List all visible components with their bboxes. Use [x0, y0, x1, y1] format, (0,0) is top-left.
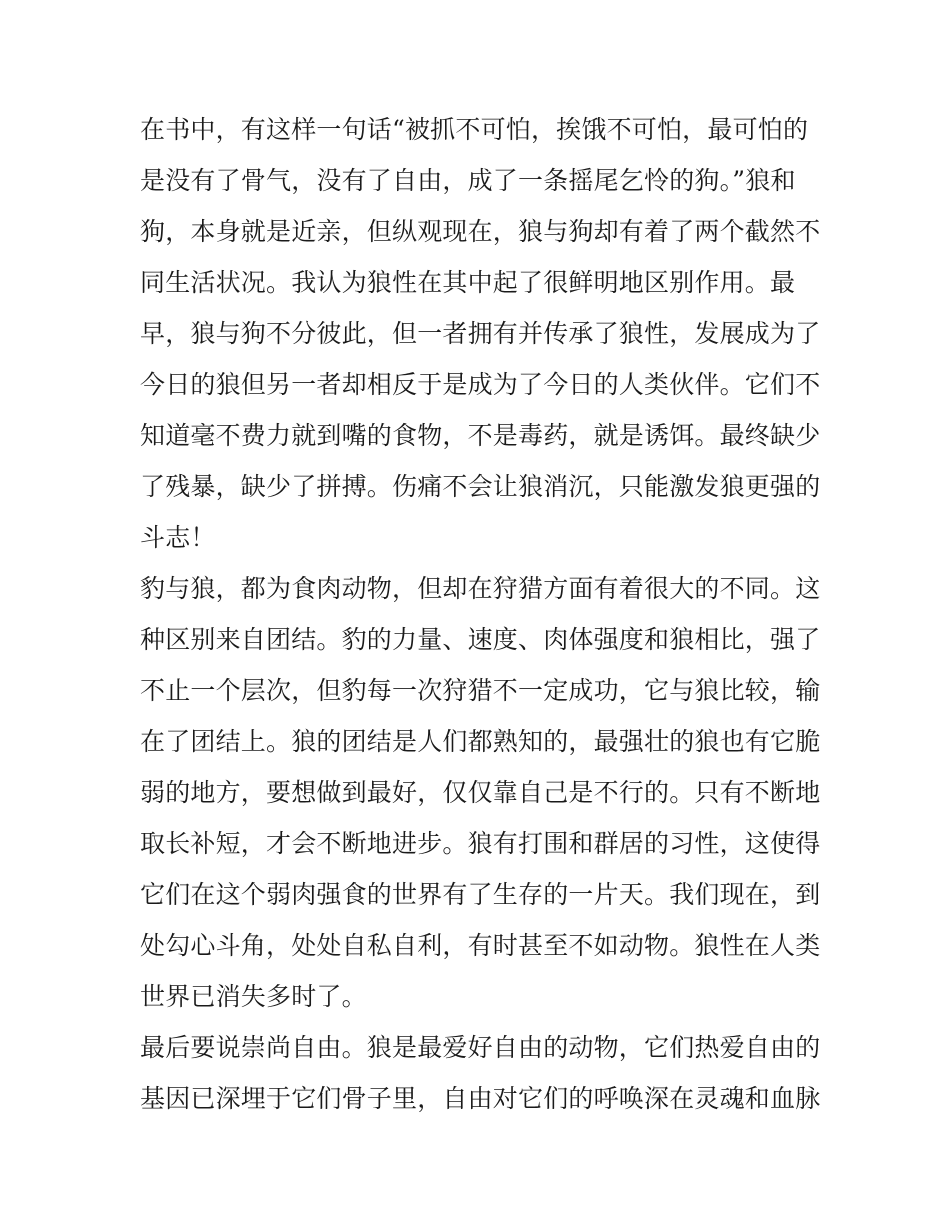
text-line: 它们在这个弱肉强食的世界有了生存的一片天。我们现在，到 — [140, 880, 820, 909]
paragraph-1 — [140, 104, 820, 563]
text-line: 取长补短，才会不断地进步。狼有打围和群居的习性，这使得 — [140, 829, 820, 858]
text-line: 在书中，有这样一句话“被抓不可怕，挨饿不可怕，最可怕的 — [140, 115, 809, 144]
paragraph-2 — [140, 563, 820, 1022]
text-line: 是没有了骨气，没有了自由，成了一条摇尾乞怜的狗。”狼和 — [140, 166, 796, 195]
text-line: 种区别来自团结。豹的力量、速度、肉体强度和狼相比，强了 — [140, 625, 820, 654]
text-line: 今日的狼但另一者却相反于是成为了今日的人类伙伴。它们不 — [140, 370, 820, 399]
text-line: 最后要说崇尚自由。狼是最爱好自由的动物，它们热爱自由的 — [140, 1033, 820, 1062]
text-line: 不止一个层次，但豹每一次狩猎不一定成功，它与狼比较，输 — [140, 676, 820, 705]
text-line: 处勾心斗角，处处自私自利，有时甚至不如动物。狼性在人类 — [140, 931, 820, 960]
document-body — [140, 104, 820, 1124]
text-line: 斗志！ — [140, 523, 216, 552]
text-line: 早，狼与狗不分彼此，但一者拥有并传承了狼性，发展成为了 — [140, 319, 820, 348]
text-line: 世界已消失多时了。 — [140, 982, 367, 1011]
text-line: 了残暴，缺少了拼搏。伤痛不会让狼消沉，只能激发狼更强的 — [140, 472, 820, 501]
text-line: 基因已深埋于它们骨子里，自由对它们的呼唤深在灵魂和血脉 — [140, 1084, 820, 1113]
text-line: 弱的地方，要想做到最好，仅仅靠自己是不行的。只有不断地 — [140, 778, 820, 807]
text-line: 知道毫不费力就到嘴的食物，不是毒药，就是诱饵。最终缺少 — [140, 421, 820, 450]
text-line: 同生活状况。我认为狼性在其中起了很鲜明地区别作用。最 — [140, 268, 796, 297]
text-line: 在了团结上。狼的团结是人们都熟知的，最强壮的狼也有它脆 — [140, 727, 820, 756]
text-line: 狗，本身就是近亲，但纵观现在，狼与狗却有着了两个截然不 — [140, 217, 820, 246]
text-line: 豹与狼，都为食肉动物，但却在狩猎方面有着很大的不同。这 — [140, 574, 820, 603]
paragraph-3 — [140, 1022, 820, 1124]
